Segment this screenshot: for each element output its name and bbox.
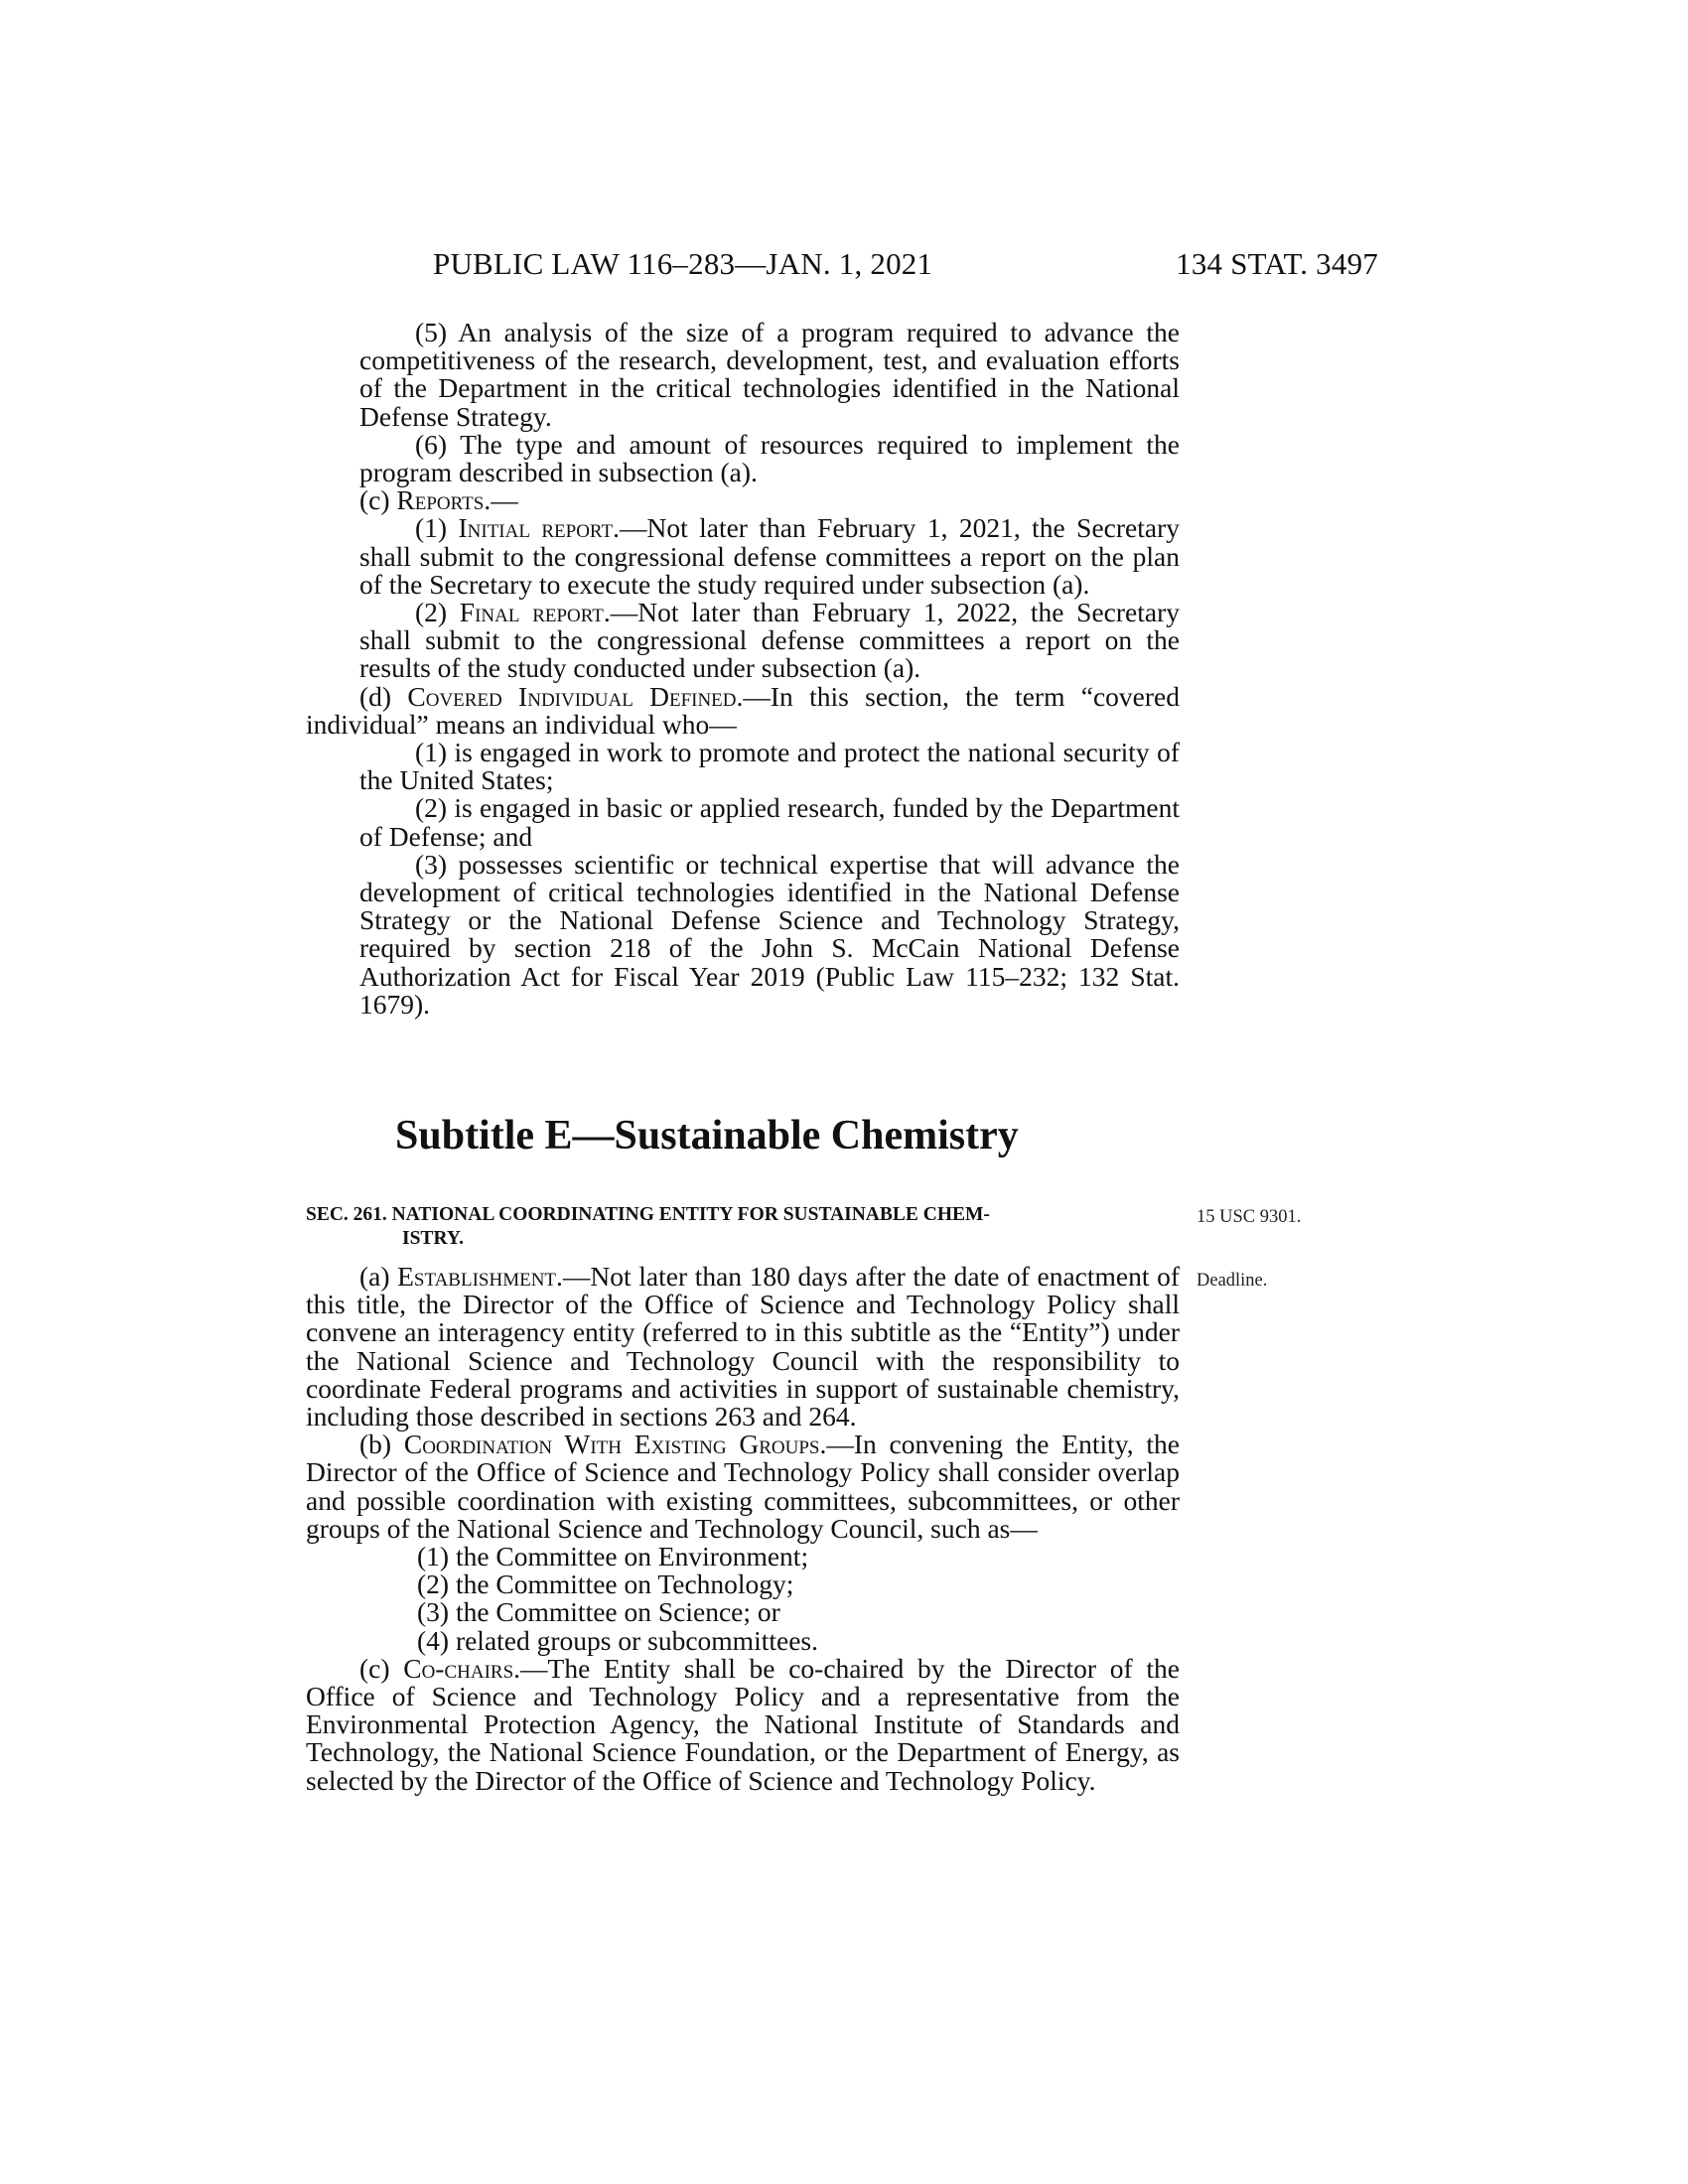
a-text: .—Not later than 180 days after the date of enactment of this title, the Director of the Office of Science and Technology Policy shall convene an interagency entity (referred to in this subtitle as the “Entity”) under the National Science and Technology Council with the responsibility to coordinate Federal programs and activities in support of sustainable chemistry, including those described in sections 263 and 264. (306, 1261, 1180, 1433)
c1-text: .—Not later than February 1, 2021, the Secretary shall submit to the congressional defense committees a report on the plan of the Secretary to execute the study required under subsection (a). (359, 512, 1180, 600)
paragraph-d2: (2) is engaged in basic or applied research, funded by the Department of Defense; and (359, 792, 1180, 852)
c1-heading: Initial report (458, 512, 614, 544)
paragraph-c-cochairs (306, 1652, 1180, 1796)
list-item-b1: (1) the Committee on Environment; (417, 1541, 809, 1572)
section-heading (306, 1203, 1180, 1251)
section-text-block (306, 1263, 1180, 1795)
a-heading: Establishment (397, 1261, 557, 1292)
b-label: (b) (359, 1429, 404, 1460)
c2-text: .—Not later than February 1, 2022, the Secretary shall submit to the congressional defense committees a report on the results of the study conducted under subsection (a). (359, 597, 1180, 684)
section-heading-line2: ISTRY. (402, 1228, 465, 1249)
page-header (395, 246, 1378, 286)
subsection-c-heading (306, 486, 1180, 514)
paragraph-d (306, 680, 1180, 740)
list-item-b2: (2) the Committee on Technology; (417, 1569, 794, 1600)
paragraph-b (306, 1431, 1180, 1543)
b-heading: Coordination With Existing Groups (403, 1429, 820, 1460)
subsection-c-dash: .— (484, 484, 518, 516)
paragraph-c1 (306, 514, 1180, 599)
c-cochairs-heading: Co-chairs (403, 1652, 514, 1684)
subtitle-heading: Subtitle E—Sustainable Chemistry (395, 1113, 1019, 1159)
paragraph-d1: (1) is engaged in work to promote and protect the national security of the United States; (359, 737, 1180, 796)
c-cochairs-text: .—The Entity shall be co-chaired by the Director of the Office of Science and Technology Policy and a representative from the Environmental Protection Agency, the National Institute of Standards and Technology, the National Science Foundation, or the Department of Energy, as selected by the Director of the Office of Science and Technology Policy. (306, 1652, 1180, 1796)
c1-label: (1) (415, 512, 459, 544)
list-item-b4: (4) related groups or subcommittees. (417, 1624, 818, 1656)
page-stat: 134 STAT. 3497 (1176, 246, 1378, 281)
b-text: .—In convening the Entity, the Director of the Office of Science and Technology Policy shall consider overlap and possible coordination with existing committees, subcommittees, or other groups of the National Science and Technology Council, such as— (306, 1429, 1180, 1544)
d-heading: Covered Individual Defined (407, 680, 737, 712)
c2-heading: Final report (459, 597, 604, 628)
section-heading-line1: SEC. 261. NATIONAL COORDINATING ENTITY FOR SUSTAINABLE CHEM- (306, 1204, 990, 1225)
paragraph-c2 (306, 599, 1180, 683)
margin-citation: 15 USC 9301. (1196, 1207, 1302, 1227)
list-item-b3: (3) the Committee on Science; or (417, 1596, 780, 1628)
a-label: (a) (359, 1261, 398, 1292)
c2-label: (2) (415, 597, 460, 628)
running-title: PUBLIC LAW 116–283—JAN. 1, 2021 (433, 246, 933, 281)
subsection-c-title: Reports (396, 484, 485, 516)
paragraph-d3: (3) possesses scientific or technical expertise that will advance the development of critical technologies identified in the National Defense Strategy or the National Defense Science and Technology Strategy, required by section 218 of the John S. McCain National Defense Authorization Act for Fiscal Year 2019 (Public Law 115–232; 132 Stat. 1679). (359, 848, 1180, 1020)
d-label: (d) (359, 680, 408, 712)
paragraph-a (306, 1263, 1180, 1431)
c-cochairs-label: (c) (359, 1652, 404, 1684)
margin-deadline: Deadline. (1196, 1271, 1268, 1291)
paragraph-5: (5) An analysis of the size of a program required to advance the competitiveness of the research, development, test, and evaluation efforts of the Department in the critical technologies identified in the National Defense Strategy. (359, 317, 1180, 432)
subsection-c-label: (c) (359, 484, 397, 516)
paragraph-6: (6) The type and amount of resources required to implement the program described in subsection (a). (359, 428, 1180, 488)
top-text-block (306, 319, 1180, 1019)
d-text: .—In this section, the term “covered individual” means an individual who— (306, 680, 1180, 740)
